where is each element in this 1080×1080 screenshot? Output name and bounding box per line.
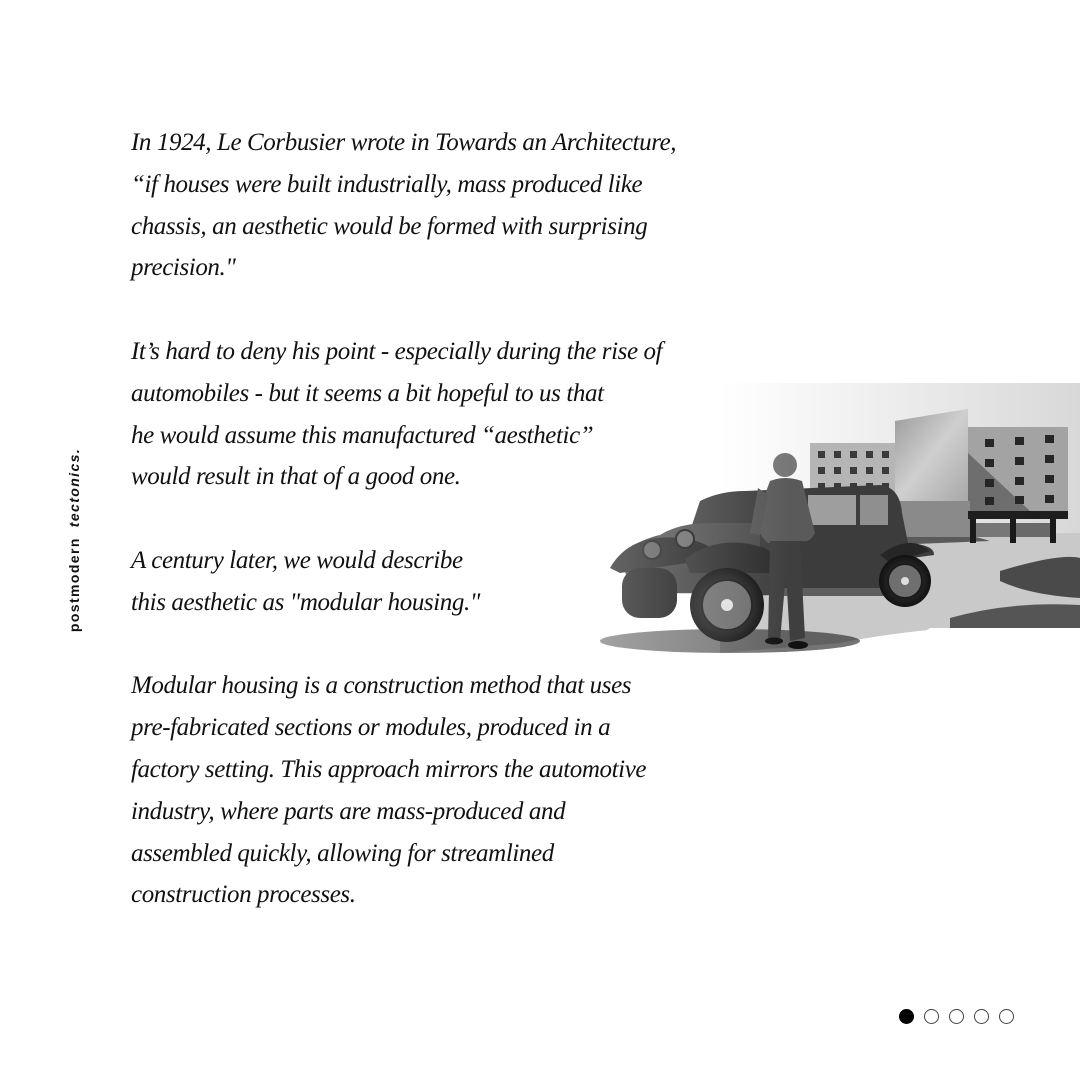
text-line: he would assume this manufactured “aesthetic” [131,421,594,449]
text-line: factory setting. This approach mirrors the automotive [131,755,647,783]
paragraph-commentary [131,331,771,498]
pagination-dot-5[interactable] [999,1009,1014,1024]
pagination-dot-3[interactable] [949,1009,964,1024]
pagination-dot-2[interactable] [924,1009,939,1024]
text-line: precision." [131,254,236,282]
paragraph-modular [131,540,771,624]
text-line: assembled quickly, allowing for streamlined [131,839,554,867]
text-line: In 1924, Le Corbusier wrote in Towards an Architecture, [131,129,677,156]
brand-word-postmodern: postmodern [66,537,82,633]
brand-logo [66,448,82,632]
text-line: automobiles - but it seems a bit hopeful to us that [131,379,604,407]
brand-word-tectonics: tectonics. [66,447,82,528]
text-line: A century later, we would describe [131,546,463,574]
paragraph-definition [131,665,771,916]
pagination-dot-4[interactable] [974,1009,989,1024]
text-line: would result in that of a good one. [131,463,461,491]
text-line: Modular housing is a construction method that uses [131,672,632,700]
text-line: pre-fabricated sections or modules, produced in a [131,714,611,742]
text-line: It’s hard to deny his point - especially during the rise of [131,337,663,365]
text-line: industry, where parts are mass-produced and [131,797,566,825]
text-line: this aesthetic as "modular housing." [131,588,480,616]
text-line: “if houses were built industrially, mass produced like [131,170,643,198]
text-line: construction processes. [131,881,356,909]
pagination-dot-1[interactable] [899,1009,914,1024]
text-line: chassis, an aesthetic would be formed with surprising [131,212,648,240]
body-text [131,122,771,958]
carousel-pagination [899,1009,1014,1024]
paragraph-quote [131,122,771,289]
